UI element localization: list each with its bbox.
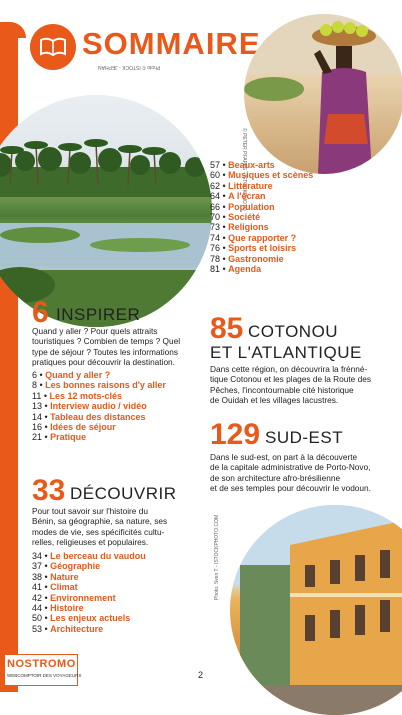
top-contents-list — [210, 160, 313, 274]
sudest-page-number: 129 — [210, 418, 261, 451]
list-item[interactable]: 44 • Histoire — [32, 603, 84, 614]
inspirer-description: Quand y aller ? Pour quels attraits touristiques ? Combien de temps ? Quel type de séjour ? Toutes les informations pratiques pour découvrir la destination. — [32, 326, 181, 367]
cotonou-title-line1: COTONOU — [248, 322, 339, 341]
lagoon-photo — [0, 95, 212, 327]
inspirer-list — [32, 370, 166, 443]
nostromo-logo: NOSTROMO WEBCOMPTOIR DES VOYAGEURS — [4, 654, 78, 686]
woman-illustration — [244, 14, 402, 174]
open-book-icon — [39, 37, 67, 57]
list-item[interactable]: 11 • Les 12 mots-clés — [32, 390, 123, 401]
list-item[interactable]: 6 • Quand y aller ? — [32, 370, 111, 380]
list-item[interactable]: 13 • Interview audio / vidéo — [32, 401, 147, 412]
cotonou-title-line2: ET L'ATLANTIQUE — [210, 343, 362, 362]
inspirer-title: INSPIRER — [56, 305, 141, 324]
decouvrir-list — [32, 551, 146, 634]
list-item[interactable]: 38 • Nature — [32, 571, 79, 582]
page-edge-cap — [0, 22, 26, 38]
woman-photo-credit: © PETER PFAFFS - ISTOCKPHOTO — [241, 128, 247, 211]
list-item[interactable]: 50 • Les enjeux actuels — [32, 613, 131, 624]
list-item[interactable]: 74 • Que rapporter ? — [210, 232, 297, 243]
list-item[interactable]: 41 • Climat — [32, 582, 78, 593]
list-item[interactable]: 53 • Architecture — [32, 623, 104, 634]
list-item[interactable]: 42 • Environnement — [32, 592, 116, 603]
decouvrir-title: DÉCOUVRIR — [70, 484, 177, 503]
list-item[interactable]: 81 • Agenda — [210, 264, 262, 275]
decouvrir-page-number: 33 — [32, 474, 66, 507]
list-item[interactable]: 37 • Géographie — [32, 561, 101, 572]
sudest-title: SUD-EST — [265, 428, 344, 447]
list-item[interactable]: 34 • Le berceau du vaudou — [32, 551, 146, 561]
house-illustration — [230, 505, 402, 715]
list-item[interactable]: 60 • Musiques et scènes — [210, 170, 314, 181]
list-item[interactable]: 73 • Religions — [210, 222, 269, 233]
cotonou-page-number: 85 — [210, 312, 244, 345]
lagoon-photo-credit: Photo © ISTOCK - JEPHAN — [98, 64, 161, 70]
house-photo-credit: Photo: Sven T - ISTOCKPHOTO.COM — [214, 514, 220, 600]
list-item[interactable]: 76 • Sports et loisirs — [210, 243, 297, 254]
page-number: 2 — [198, 670, 204, 680]
sudest-description: Dans le sud-est, on part à la découverte de la capitale administrative de Porto-Novo, de son architecture afro-brésilienne et de ses temples pour découvrir le vodoun. — [210, 452, 371, 493]
list-item[interactable]: 66 • Population — [210, 201, 275, 212]
inspirer-page-number: 6 — [32, 296, 49, 329]
list-item[interactable]: 57 • Beaux-arts — [210, 160, 275, 170]
woman-carrying-basket-photo — [244, 14, 402, 174]
book-logo — [30, 24, 76, 70]
colonial-house-photo — [230, 505, 402, 715]
list-item[interactable]: 62 • Littérature — [210, 180, 273, 191]
list-item[interactable]: 14 • Tableau des distances — [32, 411, 146, 422]
list-item[interactable]: 78 • Gastronomie — [210, 253, 284, 264]
page-title: SOMMAIRE — [82, 26, 261, 61]
list-item[interactable]: 64 • A l'écran — [210, 191, 266, 202]
list-item[interactable]: 70 • Société — [210, 212, 261, 223]
palm-trees-illustration — [0, 95, 212, 327]
list-item[interactable]: 21 • Pratique — [32, 432, 87, 443]
list-item[interactable]: 16 • Idées de séjour — [32, 422, 116, 433]
decouvrir-description: Pour tout savoir sur l'histoire du Bénin, sa géographie, sa nature, ses modes de vie, ses spécificités cultu- relles, religieuses et populaires. — [32, 506, 168, 547]
cotonou-description: Dans cette région, on découvrira la frénné- tique Cotonou et les plages de la Route des Pêches, l'incontournable cité historique de Ouidah et les villages lacustres. — [210, 364, 371, 405]
list-item[interactable]: 8 • Les bonnes raisons d'y aller — [32, 380, 166, 391]
